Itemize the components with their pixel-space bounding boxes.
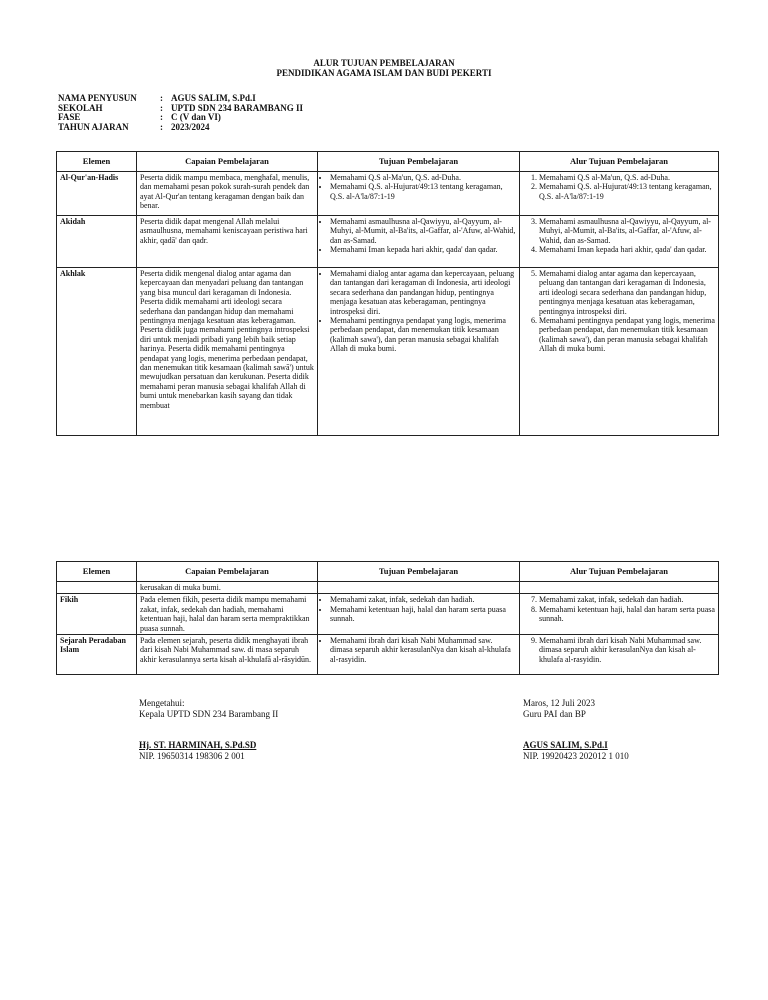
alur-list <box>523 595 715 623</box>
learning-flow-table-page1 <box>56 151 719 436</box>
table-row <box>57 268 719 436</box>
cell-tujuan <box>318 635 520 675</box>
principal-title: Kepala UPTD SDN 234 Barambang II <box>139 709 279 719</box>
cell-capaian: kerusakan di muka bumi. <box>137 582 318 594</box>
info-value: UPTD SDN 234 BARAMBANG II <box>171 102 304 113</box>
cell-tujuan <box>318 594 520 635</box>
cell-capaian: Peserta didik dapat mengenal Allah melalui asmaulhusna, memahami keniscayaan peristiwa hari akhir, qadā' dan qadr. <box>137 216 318 268</box>
tujuan-item: • Memahami Q.S. al-Hujurat/49:13 tentang keragaman, Q.S. al-A'la/87:1-19 <box>330 182 516 201</box>
teacher-title: Guru PAI dan BP <box>523 709 586 719</box>
tujuan-item: • Memahami Iman kepada hari akhir, qada' dan qadar. <box>330 245 516 254</box>
principal-name: Hj. ST. HARMINAH, S.Pd.SD <box>139 740 257 750</box>
cell-tujuan <box>318 216 520 268</box>
table-row <box>57 582 719 594</box>
info-row-year <box>58 123 303 133</box>
teacher-nip: NIP. 19920423 202012 1 010 <box>523 751 629 761</box>
alur-list <box>523 636 715 664</box>
info-label: NAMA PENYUSUN <box>58 93 137 103</box>
info-value: C (V dan VI) <box>171 112 221 122</box>
cell-alur <box>520 172 719 216</box>
principal-nip: NIP. 19650314 198306 2 001 <box>139 751 245 761</box>
column-header-capaian: Capaian Pembelajaran <box>137 562 318 582</box>
alur-item: 2. Memahami Q.S. al-Hujurat/49:13 tentang keragaman, Q.S. al-A'la/87:1-19 <box>539 182 715 201</box>
tujuan-item: • Memahami Q.S al-Ma'un, Q.S. ad-Duha. <box>330 173 516 182</box>
info-colon: : <box>160 112 163 122</box>
alur-item: 4. Memahami Iman kepada hari akhir, qada' dan qadar. <box>539 245 715 254</box>
info-label: TAHUN AJARAN <box>58 121 129 132</box>
tujuan-item: • Memahami zakat, infak, sedekah dan hadiah. <box>330 595 516 604</box>
alur-list <box>523 173 715 201</box>
tujuan-list <box>321 595 516 623</box>
cell-capaian: Pada elemen fikih, peserta didik mampu memahami zakat, infak, sedekah dan hadiah, memahami ketentuan haji, halal dan haram serta mempraktikkan puasa sunnah. <box>137 594 318 635</box>
info-colon: : <box>160 121 163 132</box>
alur-item: 1. Memahami Q.S al-Ma'un, Q.S. ad-Duha. <box>539 173 715 182</box>
alur-item: 3. Memahami asmaulhusna al-Qawiyyu, al-Qayyum, al-Muhyi, al-Mumit, al-Ba'its, al-Gaffar, al-'Afuw, al-Wahid, dan as-Samad. <box>539 217 715 245</box>
teacher-name: AGUS SALIM, S.Pd.I <box>523 740 608 750</box>
cell-elemen: Akhlak <box>57 268 137 436</box>
tujuan-item: • Memahami dialog antar agama dan kepercayaan, peluang dan tantangan dari keragaman di Indonesia, arti ideologi secara sederhana dan pandangan hidup, pentingnya menjaga kesatuan atas keberagaman, pentingnya introspeksi diri. <box>330 269 516 316</box>
cell-tujuan <box>318 268 520 436</box>
column-header-capaian: Capaian Pembelajaran <box>137 152 318 172</box>
tujuan-list <box>321 636 516 664</box>
cell-alur <box>520 635 719 675</box>
column-header-alur: Alur Tujuan Pembelajaran <box>520 562 719 582</box>
info-colon: : <box>160 93 163 103</box>
cell-tujuan <box>318 172 520 216</box>
tujuan-item: • Memahami asmaulhusna al-Qawiyyu, al-Qayyum, al-Muhyi, al-Mumit, al-Ba'its, al-Gaffar, al-'Afuw, al-Wahid, dan as-Samad. <box>330 217 516 245</box>
alur-item: 7. Memahami zakat, infak, sedekah dan hadiah. <box>539 595 715 604</box>
column-header-tujuan: Tujuan Pembelajaran <box>318 152 520 172</box>
place-date: Maros, 12 Juli 2023 <box>523 698 595 708</box>
cell-alur <box>520 216 719 268</box>
table-row <box>57 216 719 268</box>
tujuan-list <box>321 269 516 354</box>
tujuan-item: • Memahami ibrah dari kisah Nabi Muhammad saw. dimasa separuh akhir kerasulanNya dan kisah al-khulafa al-rasyidin. <box>330 636 516 664</box>
tujuan-item: • Memahami pentingnya pendapat yang logis, menerima perbedaan pendapat, dan menemukan titik kesamaan (kalimah sawa'), dan peran manusia sebagai khalifah Allah di muka bumi. <box>330 316 516 354</box>
table-row <box>57 594 719 635</box>
cell-alur <box>520 582 719 594</box>
cell-elemen: Al-Qur'an-Hadis <box>57 172 137 216</box>
alur-item: 6. Memahami pentingnya pendapat yang logis, menerima perbedaan pendapat, dan menemukan titik kesamaan (kalimah sawa'), dan peran manusia sebagai khalifah Allah di muka bumi. <box>539 316 715 354</box>
learning-flow-table-page2 <box>56 561 719 675</box>
cell-elemen: Fikih <box>57 594 137 635</box>
signature-block-teacher <box>523 698 629 762</box>
cell-capaian: Pada elemen sejarah, peserta didik menghayati ibrah dari kisah Nabi Muhammad saw. di masa separuh akhir kerasulannya serta kisah al-khulafā al-rāsyidūn. <box>137 635 318 675</box>
info-value: AGUS SALIM, S.Pd.I <box>171 93 256 103</box>
acknowledge-label: Mengetahui: <box>139 698 185 708</box>
table-row <box>57 172 719 216</box>
alur-list <box>523 217 715 255</box>
cell-tujuan <box>318 582 520 594</box>
info-label: SEKOLAH <box>58 102 103 113</box>
column-header-alur: Alur Tujuan Pembelajaran <box>520 152 719 172</box>
cell-elemen: Sejarah Peradaban Islam <box>57 635 137 675</box>
alur-item: 8. Memahami ketentuan haji, halal dan haram serta puasa sunnah. <box>539 605 715 624</box>
table-header-row <box>57 562 719 582</box>
cell-alur <box>520 594 719 635</box>
cell-elemen: Akidah <box>57 216 137 268</box>
tujuan-list <box>321 173 516 201</box>
column-header-elemen: Elemen <box>57 562 137 582</box>
tujuan-item: • Memahami ketentuan haji, halal dan haram serta puasa sunnah. <box>330 605 516 624</box>
column-header-tujuan: Tujuan Pembelajaran <box>318 562 520 582</box>
cell-capaian: Peserta didik mengenal dialog antar agama dan kepercayaan dan menyadari peluang dan tantangan yang bisa muncul dari keragaman di Indonesia. Peserta didik memahami arti ideologi secara sederhana dan pandangan hidup dan memahami pentingnya menjaga kesatuan atas keberagaman. Peserta didik juga memahami pentingnya introspeksi diri untuk menjadi pribadi yang lebih baik setiap harinya. Peserta didik memahami pentingnya pendapat yang logis, menerima perbedaan pendapat, dan menemukan titik kesamaan (kalimah sawā') untuk mewujudkan persatuan dan kerukunan. Peserta didik memahami peran manusia sebagai khalifah Allah di bumi untuk menebarkan kasih sayang dan tidak membuat <box>137 268 318 436</box>
signature-block-principal <box>139 698 278 762</box>
table-row <box>57 635 719 675</box>
table-header-row <box>57 152 719 172</box>
cell-alur <box>520 268 719 436</box>
cell-elemen <box>57 582 137 594</box>
column-header-elemen: Elemen <box>57 152 137 172</box>
info-value: 2023/2024 <box>171 121 210 132</box>
alur-list <box>523 269 715 354</box>
info-label: FASE <box>58 112 81 122</box>
document-subtitle: PENDIDIKAN AGAMA ISLAM DAN BUDI PEKERTI <box>276 68 492 78</box>
cell-capaian: Peserta didik mampu membaca, menghafal, menulis, dan memahami pesan pokok surah-surah pendek dan ayat Al-Qur'an tentang keragaman dengan baik dan benar. <box>137 172 318 216</box>
info-colon: : <box>160 102 163 113</box>
alur-item: 5. Memahami dialog antar agama dan kepercayaan, peluang dan tantangan dari keragaman di Indonesia, arti ideologi secara sederhana dan pandangan hidup, pentingnya menjaga kesatuan atas keberagaman, pentingnya introspeksi diri. <box>539 269 715 316</box>
document-title: ALUR TUJUAN PEMBELAJARAN <box>313 58 455 68</box>
identity-block <box>58 94 303 132</box>
alur-item: 9. Memahami ibrah dari kisah Nabi Muhammad saw. dimasa separuh akhir kerasulanNya dan kisah al-khulafa al-rasyidin. <box>539 636 715 664</box>
tujuan-list <box>321 217 516 255</box>
